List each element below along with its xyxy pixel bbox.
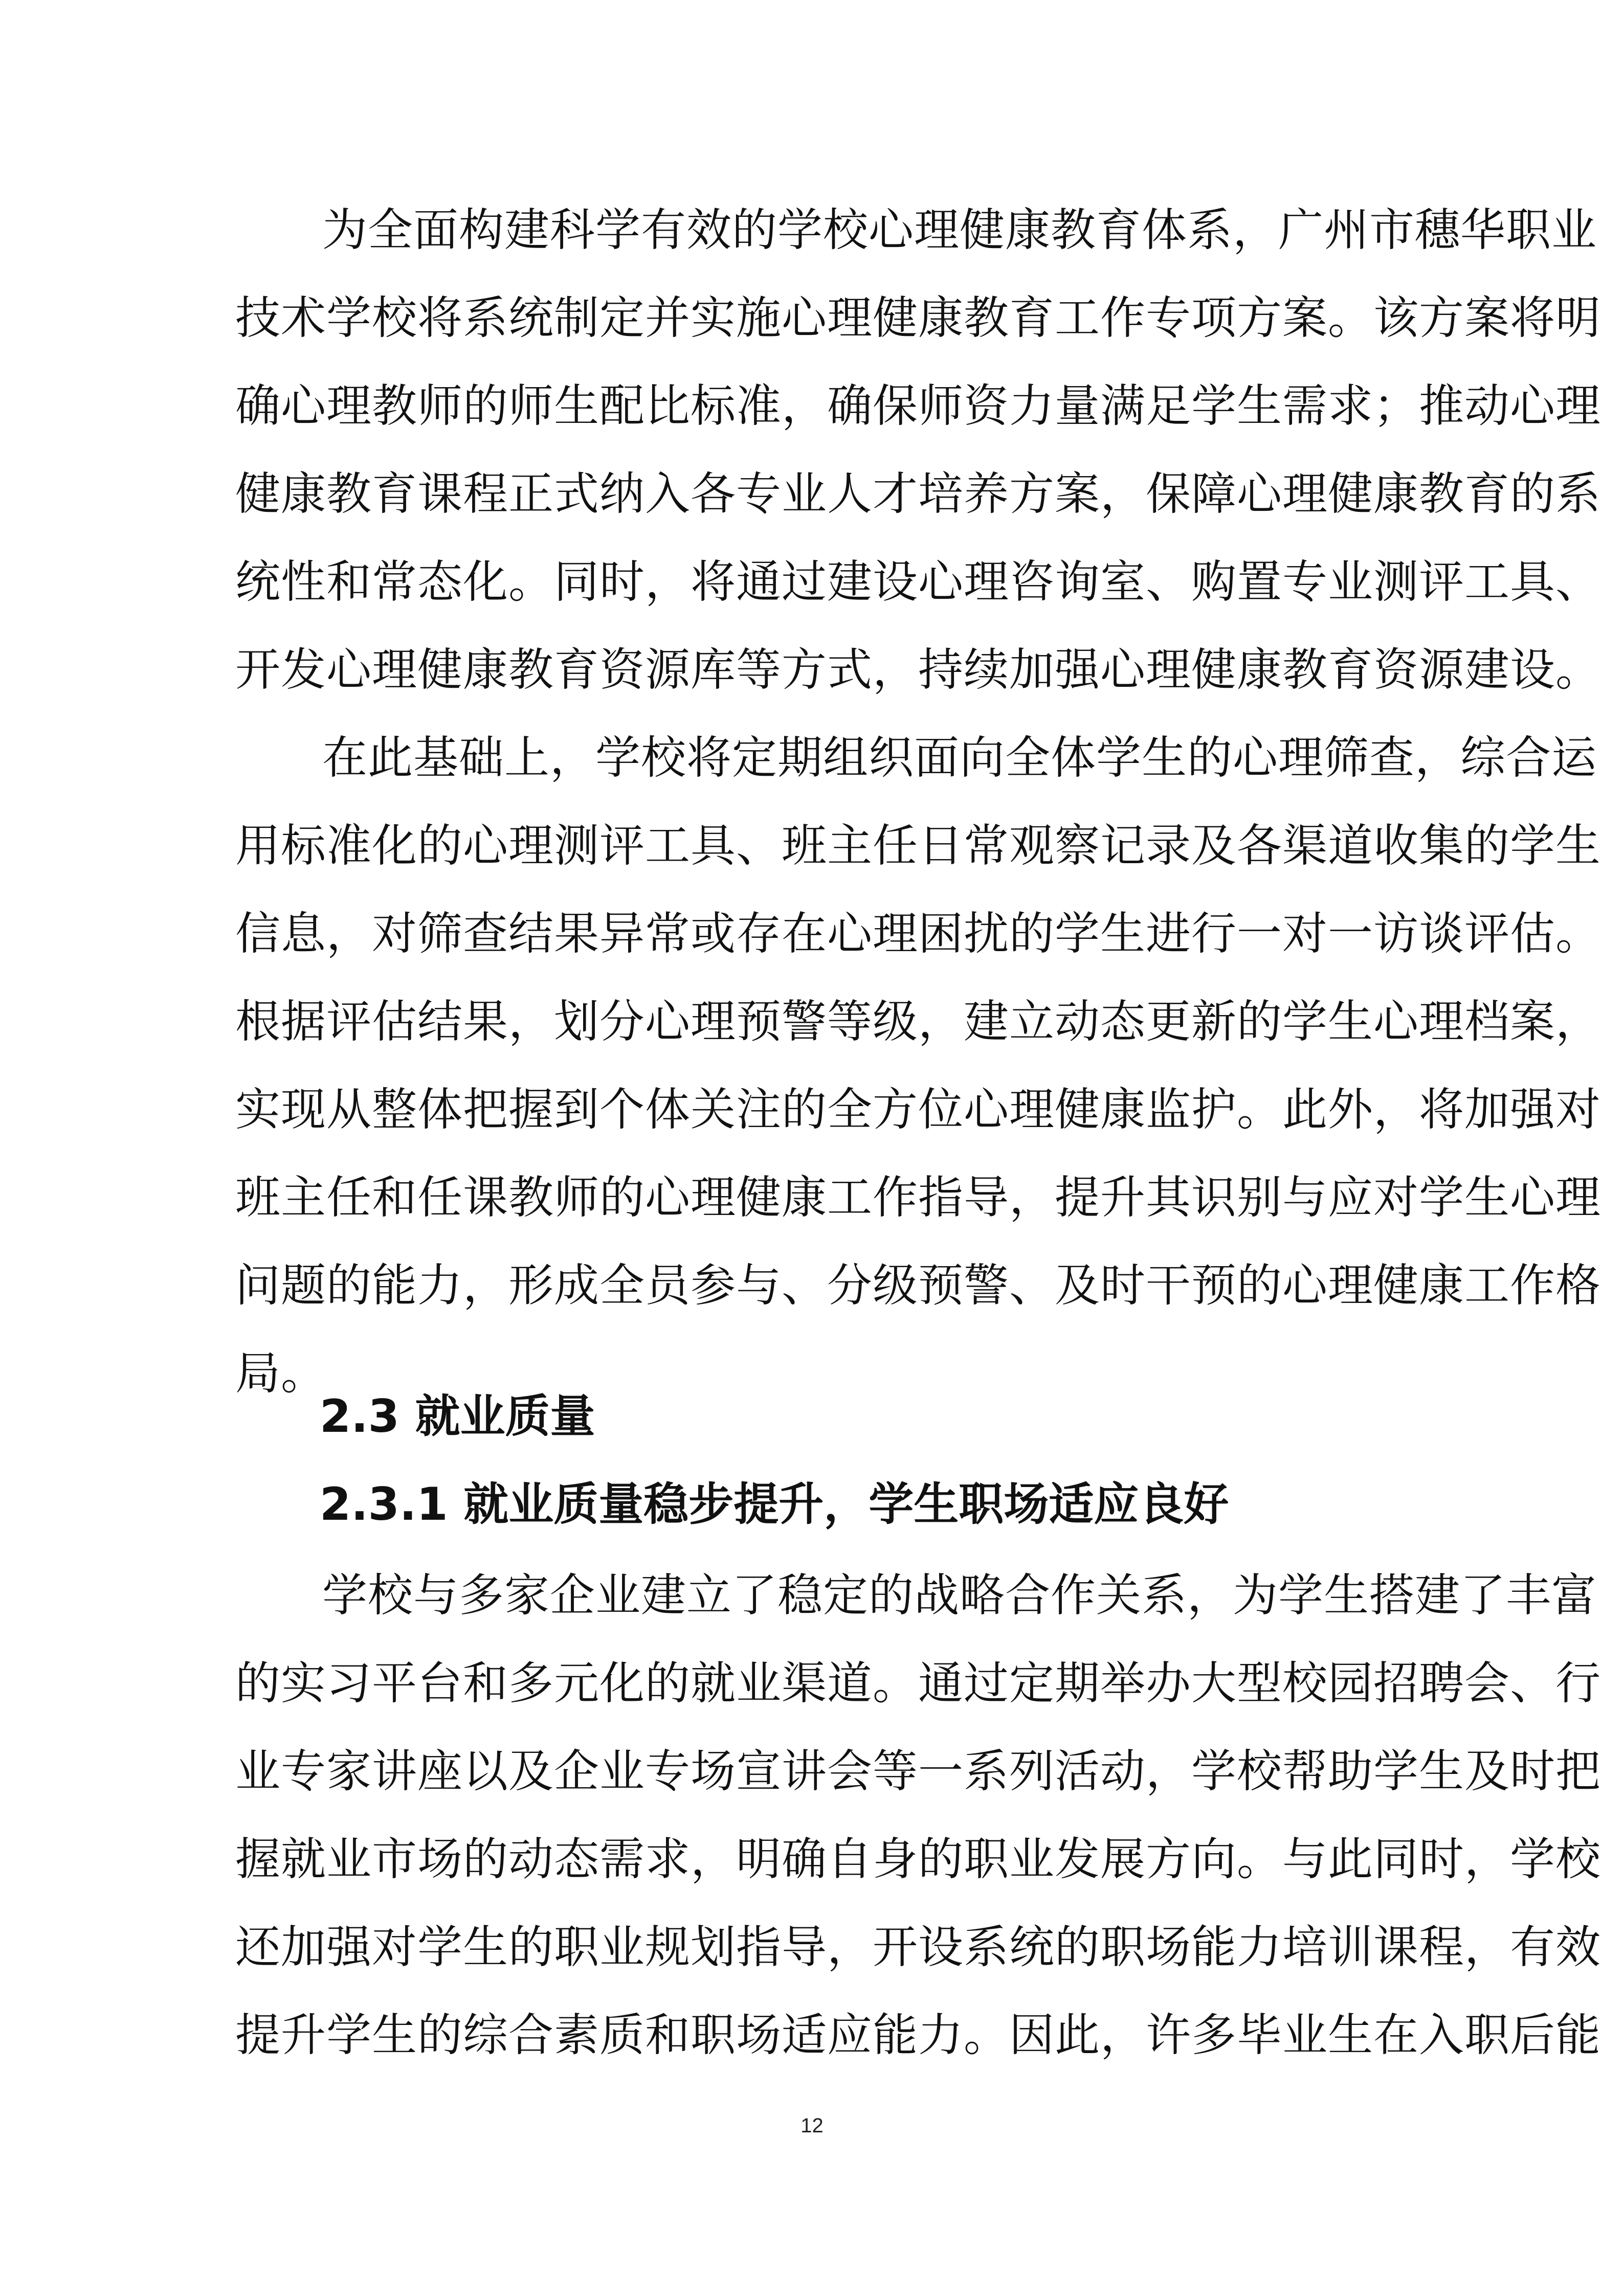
paragraph-line: 问题的能力，形成全员参与、分级预警、及时干预的心理健康工作格: [235, 1259, 1601, 1312]
paragraph-line: 根据评估结果，划分心理预警等级，建立动态更新的学生心理档案，: [235, 995, 1601, 1048]
paragraph-line: 提升学生的综合素质和职场适应能力。因此，许多毕业生在入职后能: [235, 2009, 1601, 2061]
section-heading: 2.3 就业质量: [320, 1390, 595, 1443]
paragraph-line: 业专家讲座以及企业专场宣讲会等一系列活动，学校帮助学生及时把: [235, 1745, 1601, 1797]
paragraph-line: 健康教育课程正式纳入各专业人才培养方案，保障心理健康教育的系: [235, 467, 1601, 520]
paragraph-line: 局。: [235, 1347, 327, 1400]
paragraph-line: 学校与多家企业建立了稳定的战略合作关系，为学生搭建了丰富: [322, 1569, 1597, 1622]
subsection-heading: 2.3.1 就业质量稳步提升，学生职场适应良好: [320, 1478, 1229, 1530]
paragraph-line: 还加强对学生的职业规划指导，开设系统的职场能力培训课程，有效: [235, 1921, 1601, 1973]
paragraph-line: 确心理教师的师生配比标准，确保师资力量满足学生需求；推动心理: [235, 379, 1601, 432]
paragraph-line: 统性和常态化。同时，将通过建设心理咨询室、购置专业测评工具、: [235, 555, 1601, 608]
paragraph-line: 握就业市场的动态需求，明确自身的职业发展方向。与此同时，学校: [235, 1833, 1601, 1885]
paragraph-line: 开发心理健康教育资源库等方式，持续加强心理健康教育资源建设。: [235, 643, 1601, 696]
page-number: 12: [800, 2114, 824, 2137]
paragraph-line: 用标准化的心理测评工具、班主任日常观察记录及各渠道收集的学生: [235, 819, 1601, 872]
paragraph-line: 实现从整体把握到个体关注的全方位心理健康监护。此外，将加强对: [235, 1083, 1601, 1136]
paragraph-line: 为全面构建科学有效的学校心理健康教育体系，广州市穗华职业: [322, 204, 1597, 256]
paragraph-line: 班主任和任课教师的心理健康工作指导，提升其识别与应对学生心理: [235, 1171, 1601, 1224]
paragraph-line: 的实习平台和多元化的就业渠道。通过定期举办大型校园招聘会、行: [235, 1657, 1601, 1709]
paragraph-line: 技术学校将系统制定并实施心理健康教育工作专项方案。该方案将明: [235, 291, 1601, 344]
paragraph-line: 在此基础上，学校将定期组织面向全体学生的心理筛查，综合运: [322, 731, 1597, 784]
paragraph-line: 信息，对筛查结果异常或存在心理困扰的学生进行一对一访谈评估。: [235, 907, 1601, 960]
